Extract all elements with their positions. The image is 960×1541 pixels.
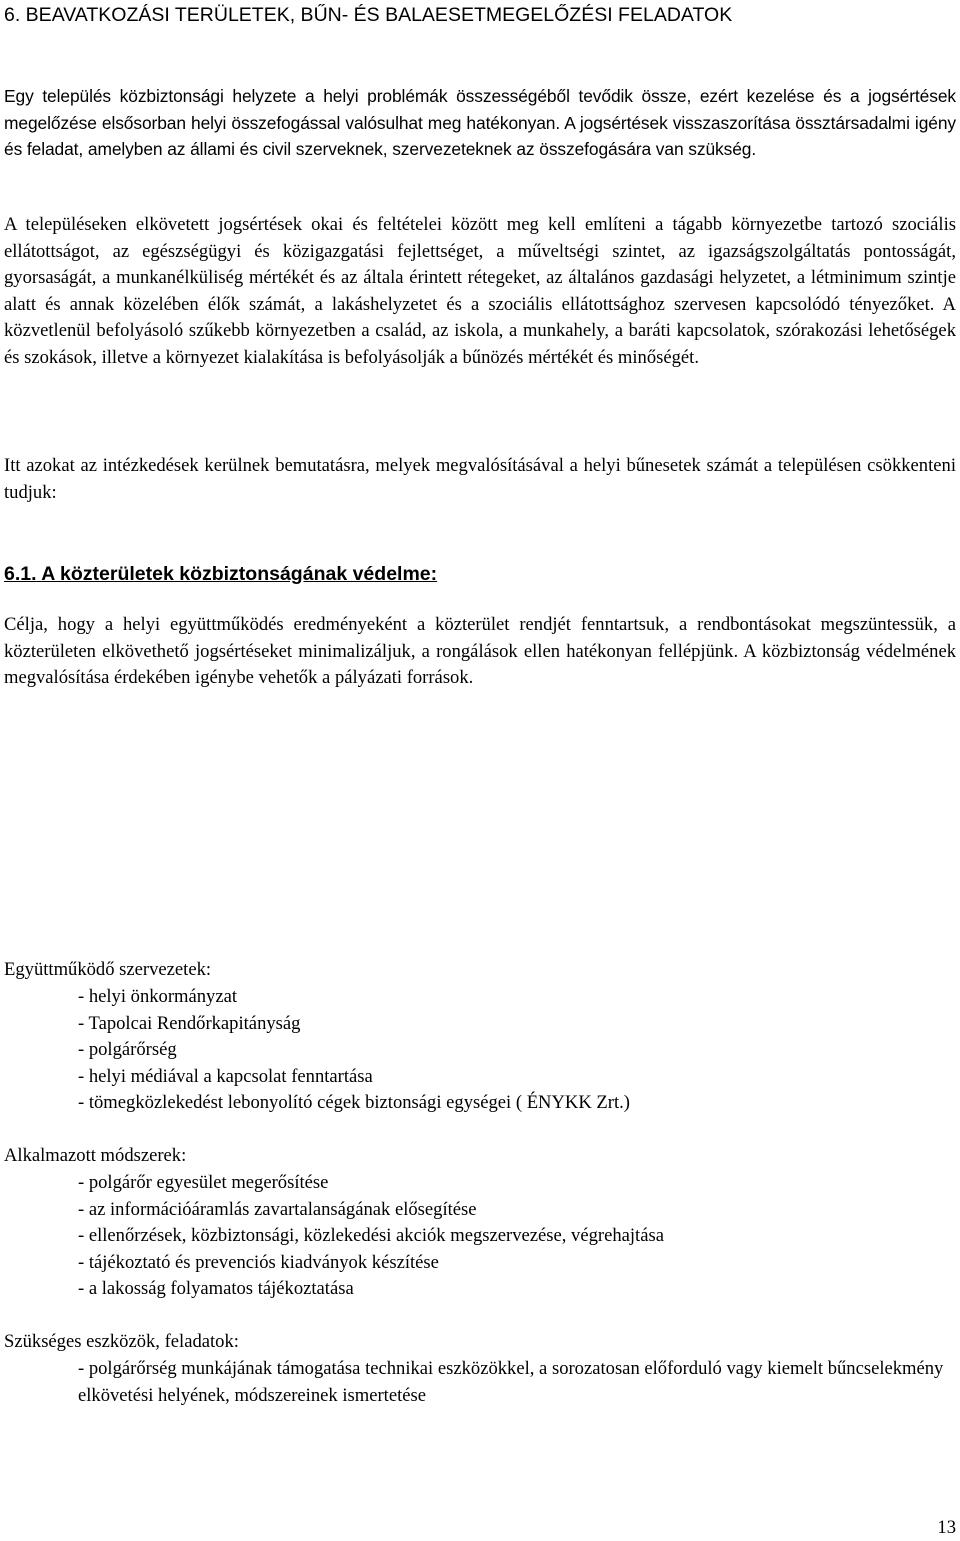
goal-paragraph: Célja, hogy a helyi együttműködés eredményeként a közterület rendjét fenntartsuk, a rendbontásokat megszüntessük, a közterületen elkövethető jogsértéseket minimalizáljuk, a rongálások ellen hatékonyan fellépjünk. A közbiztonság védelmének megvalósítása érdekében igénybe vehetők a pályázati források.: [4, 614, 956, 689]
section-title: A közterületek közbiztonságának védelme:: [41, 563, 438, 585]
partners-list: [78, 984, 948, 1117]
methods-list: [78, 1170, 948, 1303]
tools-label: Szükséges eszközök, feladatok:: [4, 1331, 239, 1352]
list-item: - ellenőrzések, közbiztonsági, közlekedési akciók megszervezése, végrehajtása: [78, 1225, 664, 1247]
list-item: - tájékoztató és prevenciós kiadványok készítése: [78, 1251, 439, 1273]
list-item: - helyi önkormányzat: [78, 986, 238, 1007]
tools-list: [78, 1356, 948, 1409]
chapter-heading: 6. BEAVATKOZÁSI TERÜLETEK, BŰN- ÉS BALAESETMEGELŐZÉSI FELADATOK: [4, 4, 733, 26]
list-item: - polgárőr egyesület megerősítése: [78, 1172, 329, 1193]
list-item: - polgárőrség: [78, 1039, 177, 1061]
list-item: - polgárőrség munkájának támogatása technikai eszközökkel, a sorozatosan előforduló vagy kiemelt bűncselekmény elkövetési helyének, módszereinek ismertetése: [78, 1358, 944, 1406]
list-item: - az információáramlás zavartalanságának elősegítése: [78, 1198, 477, 1220]
methods-label: Alkalmazott módszerek:: [4, 1145, 187, 1166]
causes-paragraph: A településeken elkövetett jogsértések okai és feltételei között meg kell említeni a tágabb környezetbe tartozó szociális ellátottságot, az egészségügyi és közigazgatási fejlettséget, a műveltségi szintet, az igazságszolgáltatás pontosságát, gyorsaságát, a munkanélküliség mértékét és az általa érintett rétegeket, az általános gazdasági helyzetet, a létminimum szintje alatt és annak közelében élők számát, a lakáshelyzetet és a szociális ellátottsághoz szervesen kapcsolódó tényezőket. A közvetlenül befolyásoló szűkebb környezetben a család, az iskola, a munkahely, a baráti kapcsolatok, szórakozási lehetőségek és szokások, illetve a környezet kialakítása is befolyásolják a bűnözés mértékét és minőségét.: [4, 214, 956, 368]
list-item: - tömegközlekedést lebonyolító cégek biztonsági egységei ( ÉNYKK Zrt.): [78, 1092, 630, 1114]
list-item: - helyi médiával a kapcsolat fenntartása: [78, 1065, 373, 1087]
section-number: 6.1.: [4, 563, 37, 585]
intro-paragraph: Egy település közbiztonsági helyzete a helyi problémák összességéből tevődik össze, ezért kezelése és a jogsértések megelőzése elsősorban helyi összefogással valósulhat meg hatékonyan. A jogsértések visszaszorítása össztársadalmi igény és feladat, amelyben az állami és civil szerveknek, szervezeteknek az összefogására van szükség.: [4, 86, 956, 160]
section-heading: [4, 561, 437, 587]
measures-paragraph: Itt azokat az intézkedések kerülnek bemutatásra, melyek megvalósításával a helyi bűnesetek számát a településen csökkenteni tudjuk:: [4, 455, 956, 503]
page-number: 13: [937, 1517, 956, 1538]
list-item: - Tapolcai Rendőrkapitányság: [78, 1012, 301, 1034]
partners-label: Együttműködő szervezetek:: [4, 959, 212, 980]
list-item: - a lakosság folyamatos tájékoztatása: [78, 1278, 354, 1300]
